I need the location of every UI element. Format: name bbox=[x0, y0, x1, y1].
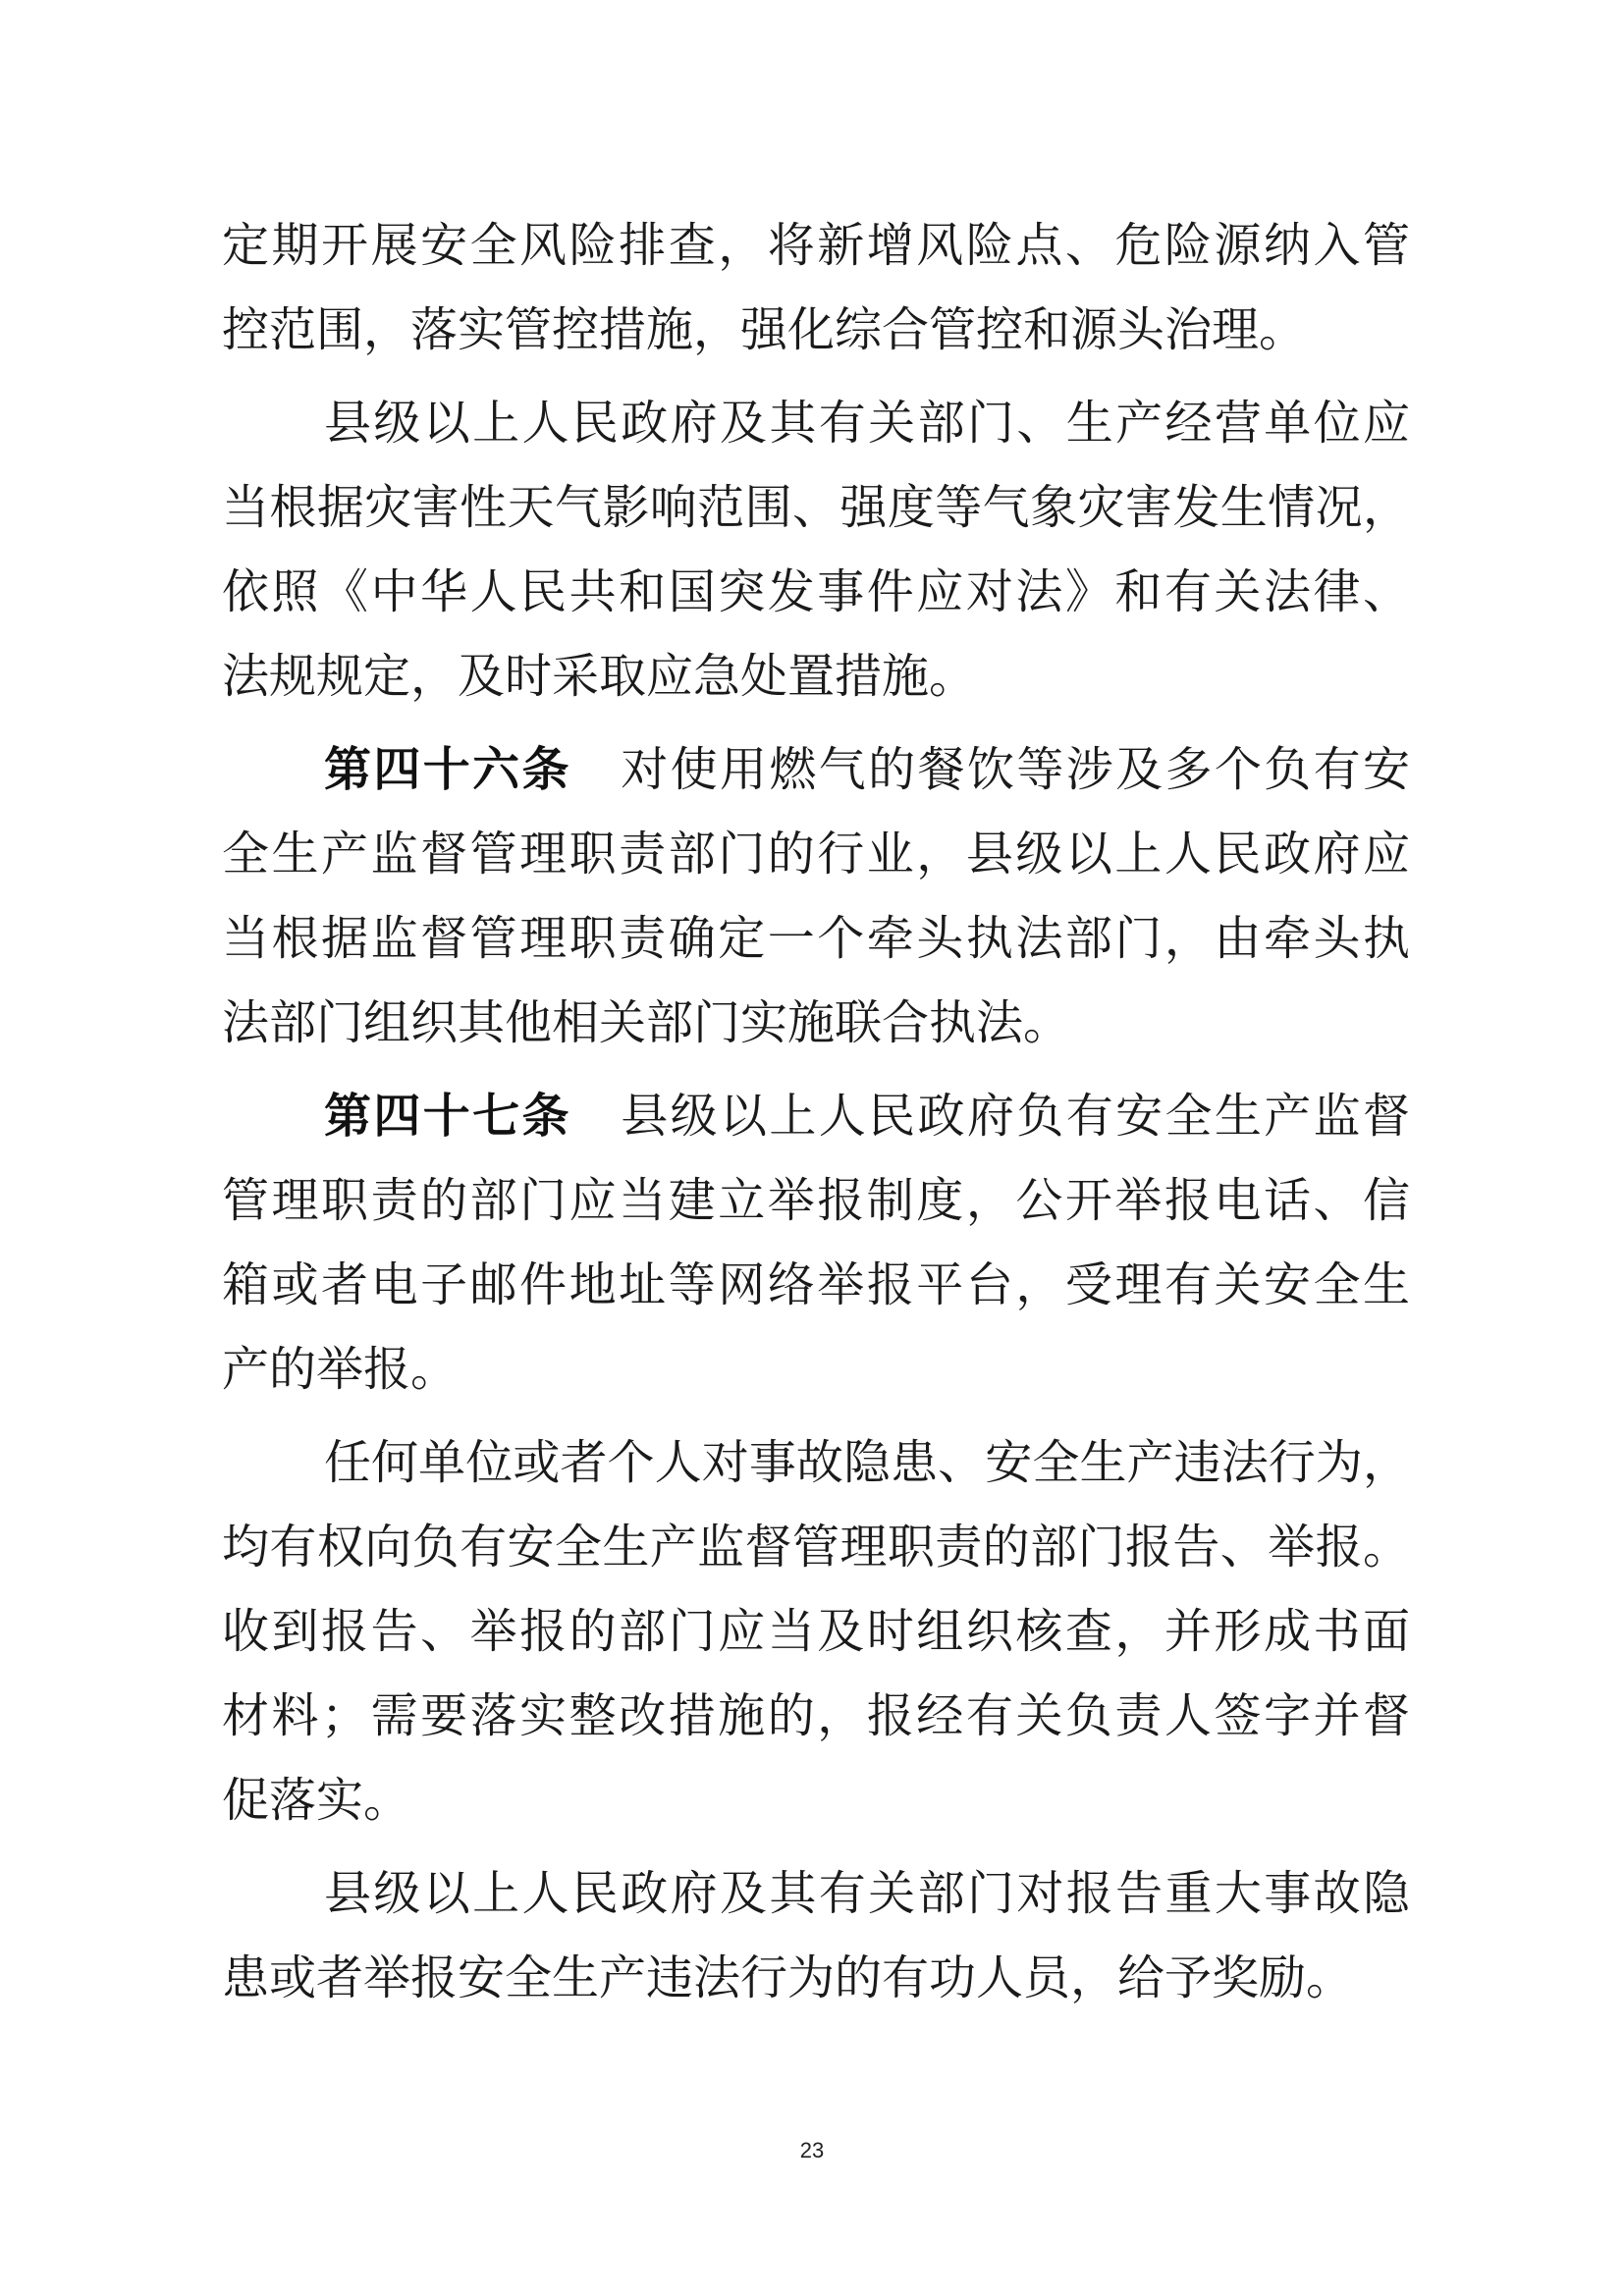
article-47-title: 第四十七条 bbox=[324, 1089, 571, 1144]
text-line: 材料；需要落实整改措施的，报经有关负责人签字并督 bbox=[222, 1688, 1410, 1743]
page-number: 23 bbox=[799, 2138, 825, 2163]
text-line: 全生产监督管理职责部门的行业，县级以上人民政府应 bbox=[222, 827, 1410, 881]
text-line: 当根据监督管理职责确定一个牵头执法部门，由牵头执 bbox=[222, 911, 1410, 966]
text-line: 法规规定，及时采取应急处置措施。 bbox=[222, 649, 977, 704]
text-line: 对使用燃气的餐饮等涉及多个负有安 bbox=[618, 742, 1410, 797]
article-46-first-line bbox=[324, 740, 1410, 799]
text-line: 箱或者电子邮件地址等网络举报平台，受理有关安全生 bbox=[222, 1257, 1410, 1312]
text-line: 县级以上人民政府负有安全生产监督 bbox=[618, 1089, 1410, 1144]
text-line: 管理职责的部门应当建立举报制度，公开举报电话、信 bbox=[222, 1173, 1410, 1228]
article-46-title: 第四十六条 bbox=[324, 742, 571, 797]
text-line: 促落实。 bbox=[222, 1773, 411, 1828]
text-line: 定期开展安全风险排查，将新增风险点、危险源纳入管 bbox=[222, 218, 1410, 273]
text-line: 依照《中华人民共和国突发事件应对法》和有关法律、 bbox=[222, 564, 1410, 619]
text-line: 均有权向负有安全生产监督管理职责的部门报告、举报。 bbox=[222, 1520, 1410, 1575]
text-line: 县级以上人民政府及其有关部门、生产经营单位应 bbox=[324, 396, 1410, 451]
text-line: 患或者举报安全生产违法行为的有功人员，给予奖励。 bbox=[222, 1950, 1354, 2005]
text-line: 县级以上人民政府及其有关部门对报告重大事故隐 bbox=[324, 1866, 1410, 1921]
text-line: 产的举报。 bbox=[222, 1342, 459, 1397]
text-line: 控范围，落实管控措施，强化综合管控和源头治理。 bbox=[222, 302, 1307, 357]
text-line: 收到报告、举报的部门应当及时组织核查，并形成书面 bbox=[222, 1604, 1410, 1659]
text-line: 法部门组织其他相关部门实施联合执法。 bbox=[222, 995, 1071, 1050]
text-line: 当根据灾害性天气影响范围、强度等气象灾害发生情况， bbox=[222, 480, 1410, 535]
article-47-first-line bbox=[324, 1087, 1410, 1146]
text-line: 任何单位或者个人对事故隐患、安全生产违法行为， bbox=[324, 1435, 1410, 1490]
